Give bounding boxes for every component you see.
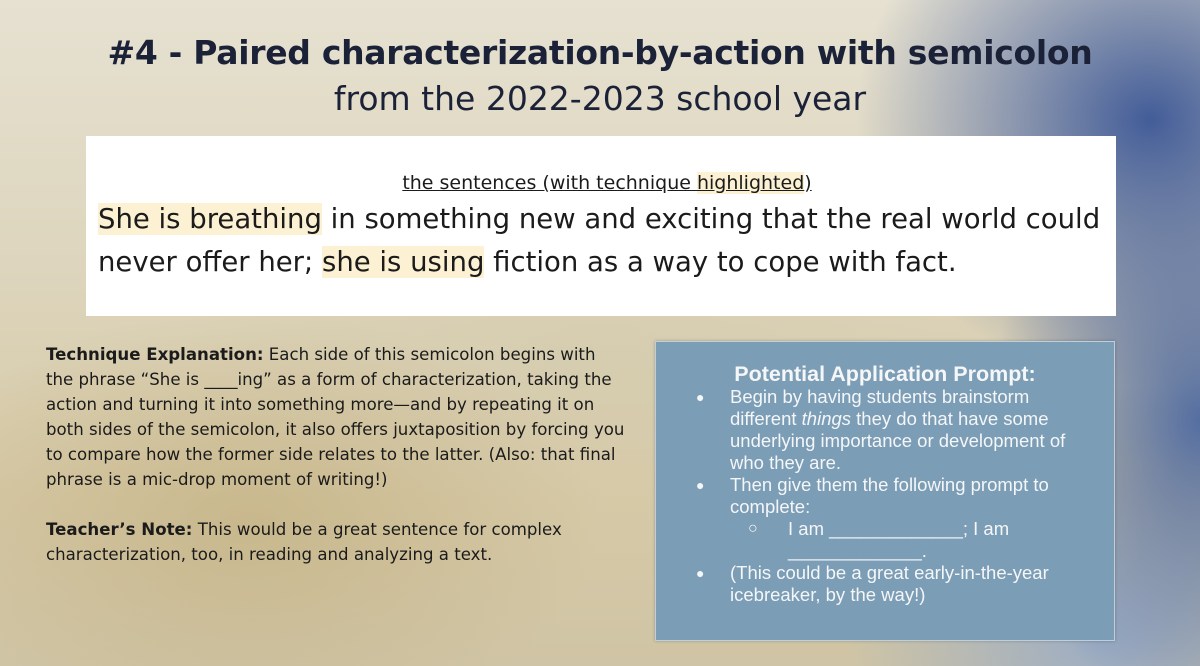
prompt-item-3-text: (This could be a great early-in-the-year icebreaker, by the way!) [730, 562, 1049, 605]
prompt-subitem [656, 518, 1114, 562]
sentence-caption [98, 170, 1116, 196]
explanation-text [46, 342, 626, 567]
prompt-item-2 [656, 474, 1114, 518]
prompt-item-3 [656, 562, 1114, 606]
title-sub: from the 2022-2023 school year [333, 79, 867, 118]
slide-title [0, 30, 1200, 122]
highlight-2: she is using [322, 246, 485, 278]
prompt-title: Potential Application Prompt: [734, 362, 1036, 386]
bullet-icon: ● [696, 389, 705, 405]
note-label: Teacher’s Note: [46, 520, 193, 539]
prompt-list-2 [656, 562, 1114, 606]
teachers-note [46, 517, 626, 567]
prompt-subitem-text: I am _____________; I am _____________. [788, 518, 1010, 561]
example-sentence [98, 198, 1116, 284]
title-main: #4 - Paired characterization-by-action with semicolon [107, 33, 1093, 72]
technique-text: Each side of this semicolon begins with the phrase “She is ____ing” as a form of characterization, taking the action and turning it into something more—and by repeating it on both sides of the semicolon, it also offers juxtaposition by forcing you to compare how the former side relates to the latter. (Also: that final phrase is a mic-drop moment of writing!) [46, 345, 625, 489]
sentence-part-3: fiction as a way to cope with fact. [484, 246, 957, 278]
prompt-item-1-em: things [801, 408, 852, 429]
caption-pre: the sentences (with technique [402, 172, 697, 194]
caption-post: ) [804, 172, 812, 194]
note-text: This would be a great sentence for complex characterization, too, in reading and analyzing a text. [46, 520, 562, 564]
highlight-1: She is breathing [98, 203, 322, 235]
prompt-item-1-post: they do that have some underlying importance or development of who they are. [730, 408, 1066, 473]
application-prompt-box [655, 341, 1115, 641]
bullet-icon: ● [696, 565, 705, 581]
hollow-bullet-icon: ○ [748, 520, 758, 537]
sentence-part-2: in something new and exciting that the real world could never offer her; [98, 203, 1101, 278]
prompt-list [656, 386, 1114, 518]
bullet-icon: ● [696, 477, 705, 493]
prompt-item-2-text: Then give them the following prompt to complete: [730, 474, 1049, 517]
technique-explanation [46, 342, 626, 492]
prompt-item-1-pre: Begin by having students brainstorm different [730, 386, 1030, 429]
technique-label: Technique Explanation: [46, 345, 264, 364]
prompt-item-1 [656, 386, 1114, 474]
caption-highlight: highlighted [696, 172, 805, 194]
sentence-box [86, 136, 1116, 316]
